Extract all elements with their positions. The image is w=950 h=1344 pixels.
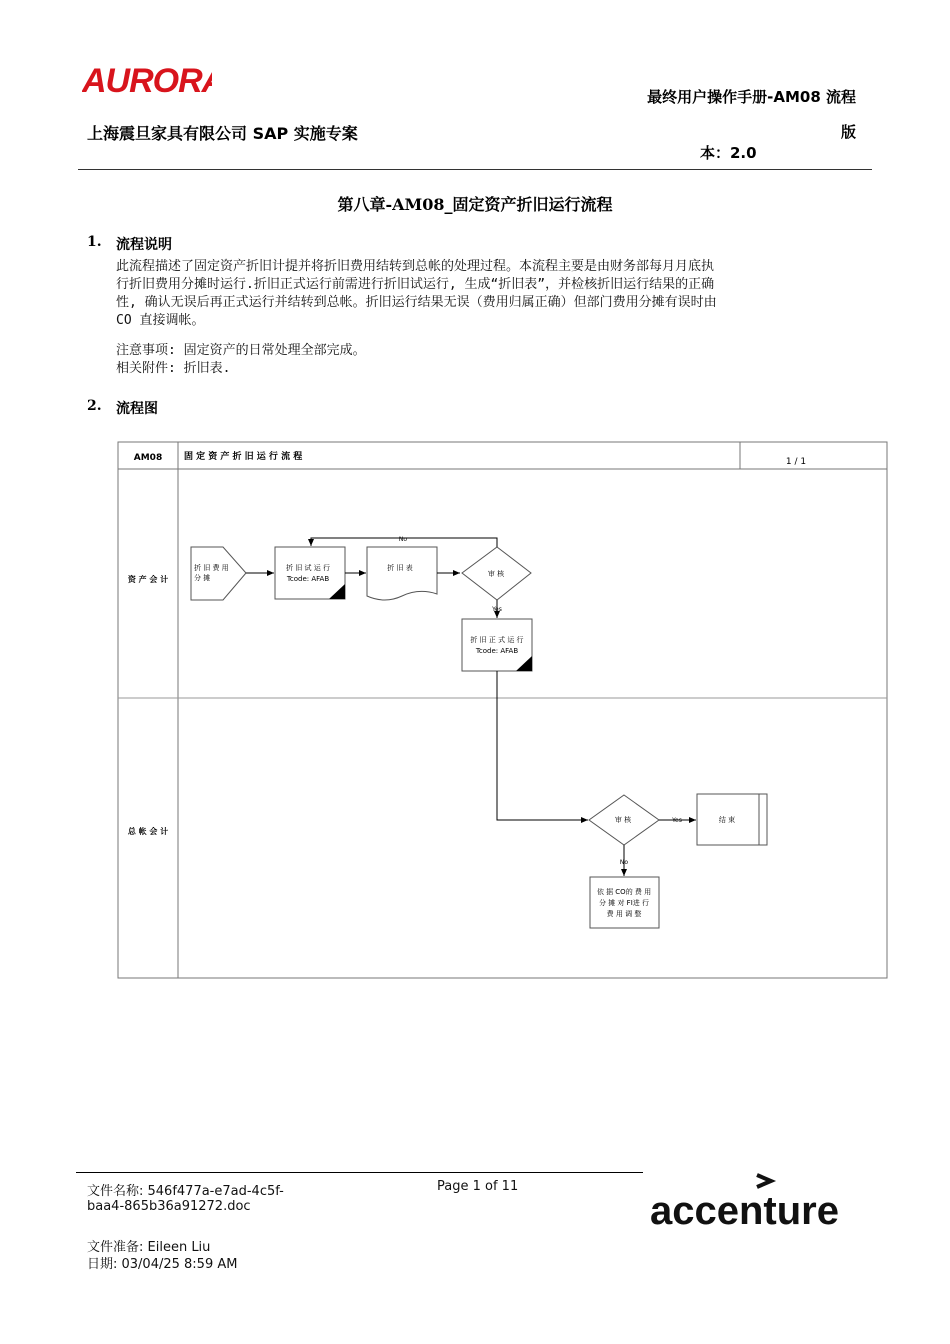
project-title: 上海震旦家具有限公司 SAP 实施专案 — [87, 124, 358, 143]
note-line: 相关附件: 折旧表. — [116, 361, 231, 376]
footer-divider — [76, 1172, 643, 1173]
report-label: 折 旧 表 — [387, 564, 413, 572]
adjust-label-3: 费 用 调 整 — [606, 910, 642, 918]
trial-label-2: Tcode: AFAB — [286, 575, 330, 583]
desc-line: 行折旧费用分摊时运行.折旧正式运行前需进行折旧试运行, 生成“折旧表”，并检核折旧运行结果的正确 — [116, 277, 715, 292]
official-run-node — [462, 619, 532, 671]
start-label-2: 分 摊 — [194, 574, 211, 582]
review1-label: 审 核 — [487, 570, 505, 578]
flow-code: AM08 — [133, 453, 163, 463]
end-label: 结 束 — [718, 816, 736, 824]
yes-label-1: Yes — [492, 606, 502, 613]
report-node — [367, 547, 437, 600]
footer-file-name — [87, 1180, 284, 1214]
file-name-line: 文件名称: 546f477a-e7ad-4c5f- — [87, 1184, 284, 1199]
section2-title: 流程图 — [116, 401, 158, 417]
flow-page: 1 / 1 — [785, 457, 807, 467]
section1-number: 1. — [87, 234, 102, 250]
no-label-top: No — [398, 536, 408, 543]
footer-date: 日期: 03/04/25 8:59 AM — [87, 1257, 238, 1272]
desc-line: CO 直接调帐。 — [116, 313, 205, 328]
trial-label-1: 折 旧 试 运 行 — [286, 564, 330, 572]
lane-asset-accounting: 资 产 会 计 — [127, 575, 169, 584]
trial-run-node — [275, 547, 345, 599]
start-label-1: 折 旧 费 用 — [194, 564, 229, 572]
section1-title: 流程说明 — [116, 237, 172, 253]
adjust-label-1: 依 据 CO的 费 用 — [596, 888, 652, 896]
section2-number: 2. — [87, 398, 102, 414]
footer-prepared-by: 文件准备: Eileen Liu — [87, 1240, 211, 1255]
desc-line: 此流程描述了固定资产折旧计提并将折旧费用结转到总帐的处理过程。本流程主要是由财务部每月月底执 — [116, 259, 715, 274]
desc-line: 性, 确认无误后再正式运行并结转到总帐。折旧运行结果无误（费用归属正确）但部门费用分摊有误时由 — [116, 295, 717, 310]
file-name-line: baa4-865b36a91272.doc — [87, 1199, 251, 1214]
flow-title: 固 定 资 产 折 旧 运 行 流 程 — [184, 452, 303, 462]
lane-gl-accounting: 总 帐 会 计 — [127, 827, 169, 836]
no-label-bottom: No — [619, 859, 629, 866]
adjust-label-2: 分 摊 对 FI进 行 — [599, 899, 649, 907]
yes-label-2: Yes — [672, 817, 682, 824]
manual-title: 最终用户操作手册-AM08 流程 — [647, 88, 856, 106]
version-label-2: 本：2.0 — [700, 144, 757, 162]
review2-label: 审 核 — [614, 816, 632, 824]
footer-page: Page 1 of 11 — [437, 1179, 519, 1194]
accenture-logo — [650, 1170, 840, 1234]
chapter-title: 第八章-AM08_固定资产折旧运行流程 — [337, 195, 613, 214]
logo-text: AURORA — [82, 62, 212, 98]
note-line: 注意事项: 固定资产的日常处理全部完成。 — [116, 343, 366, 358]
version-label-1: 版 — [840, 123, 856, 141]
official-label-1: 折 旧 正 式 运 行 — [470, 636, 524, 644]
brand-text: accenture — [650, 1189, 839, 1233]
official-label-2: Tcode: AFAB — [475, 647, 519, 655]
